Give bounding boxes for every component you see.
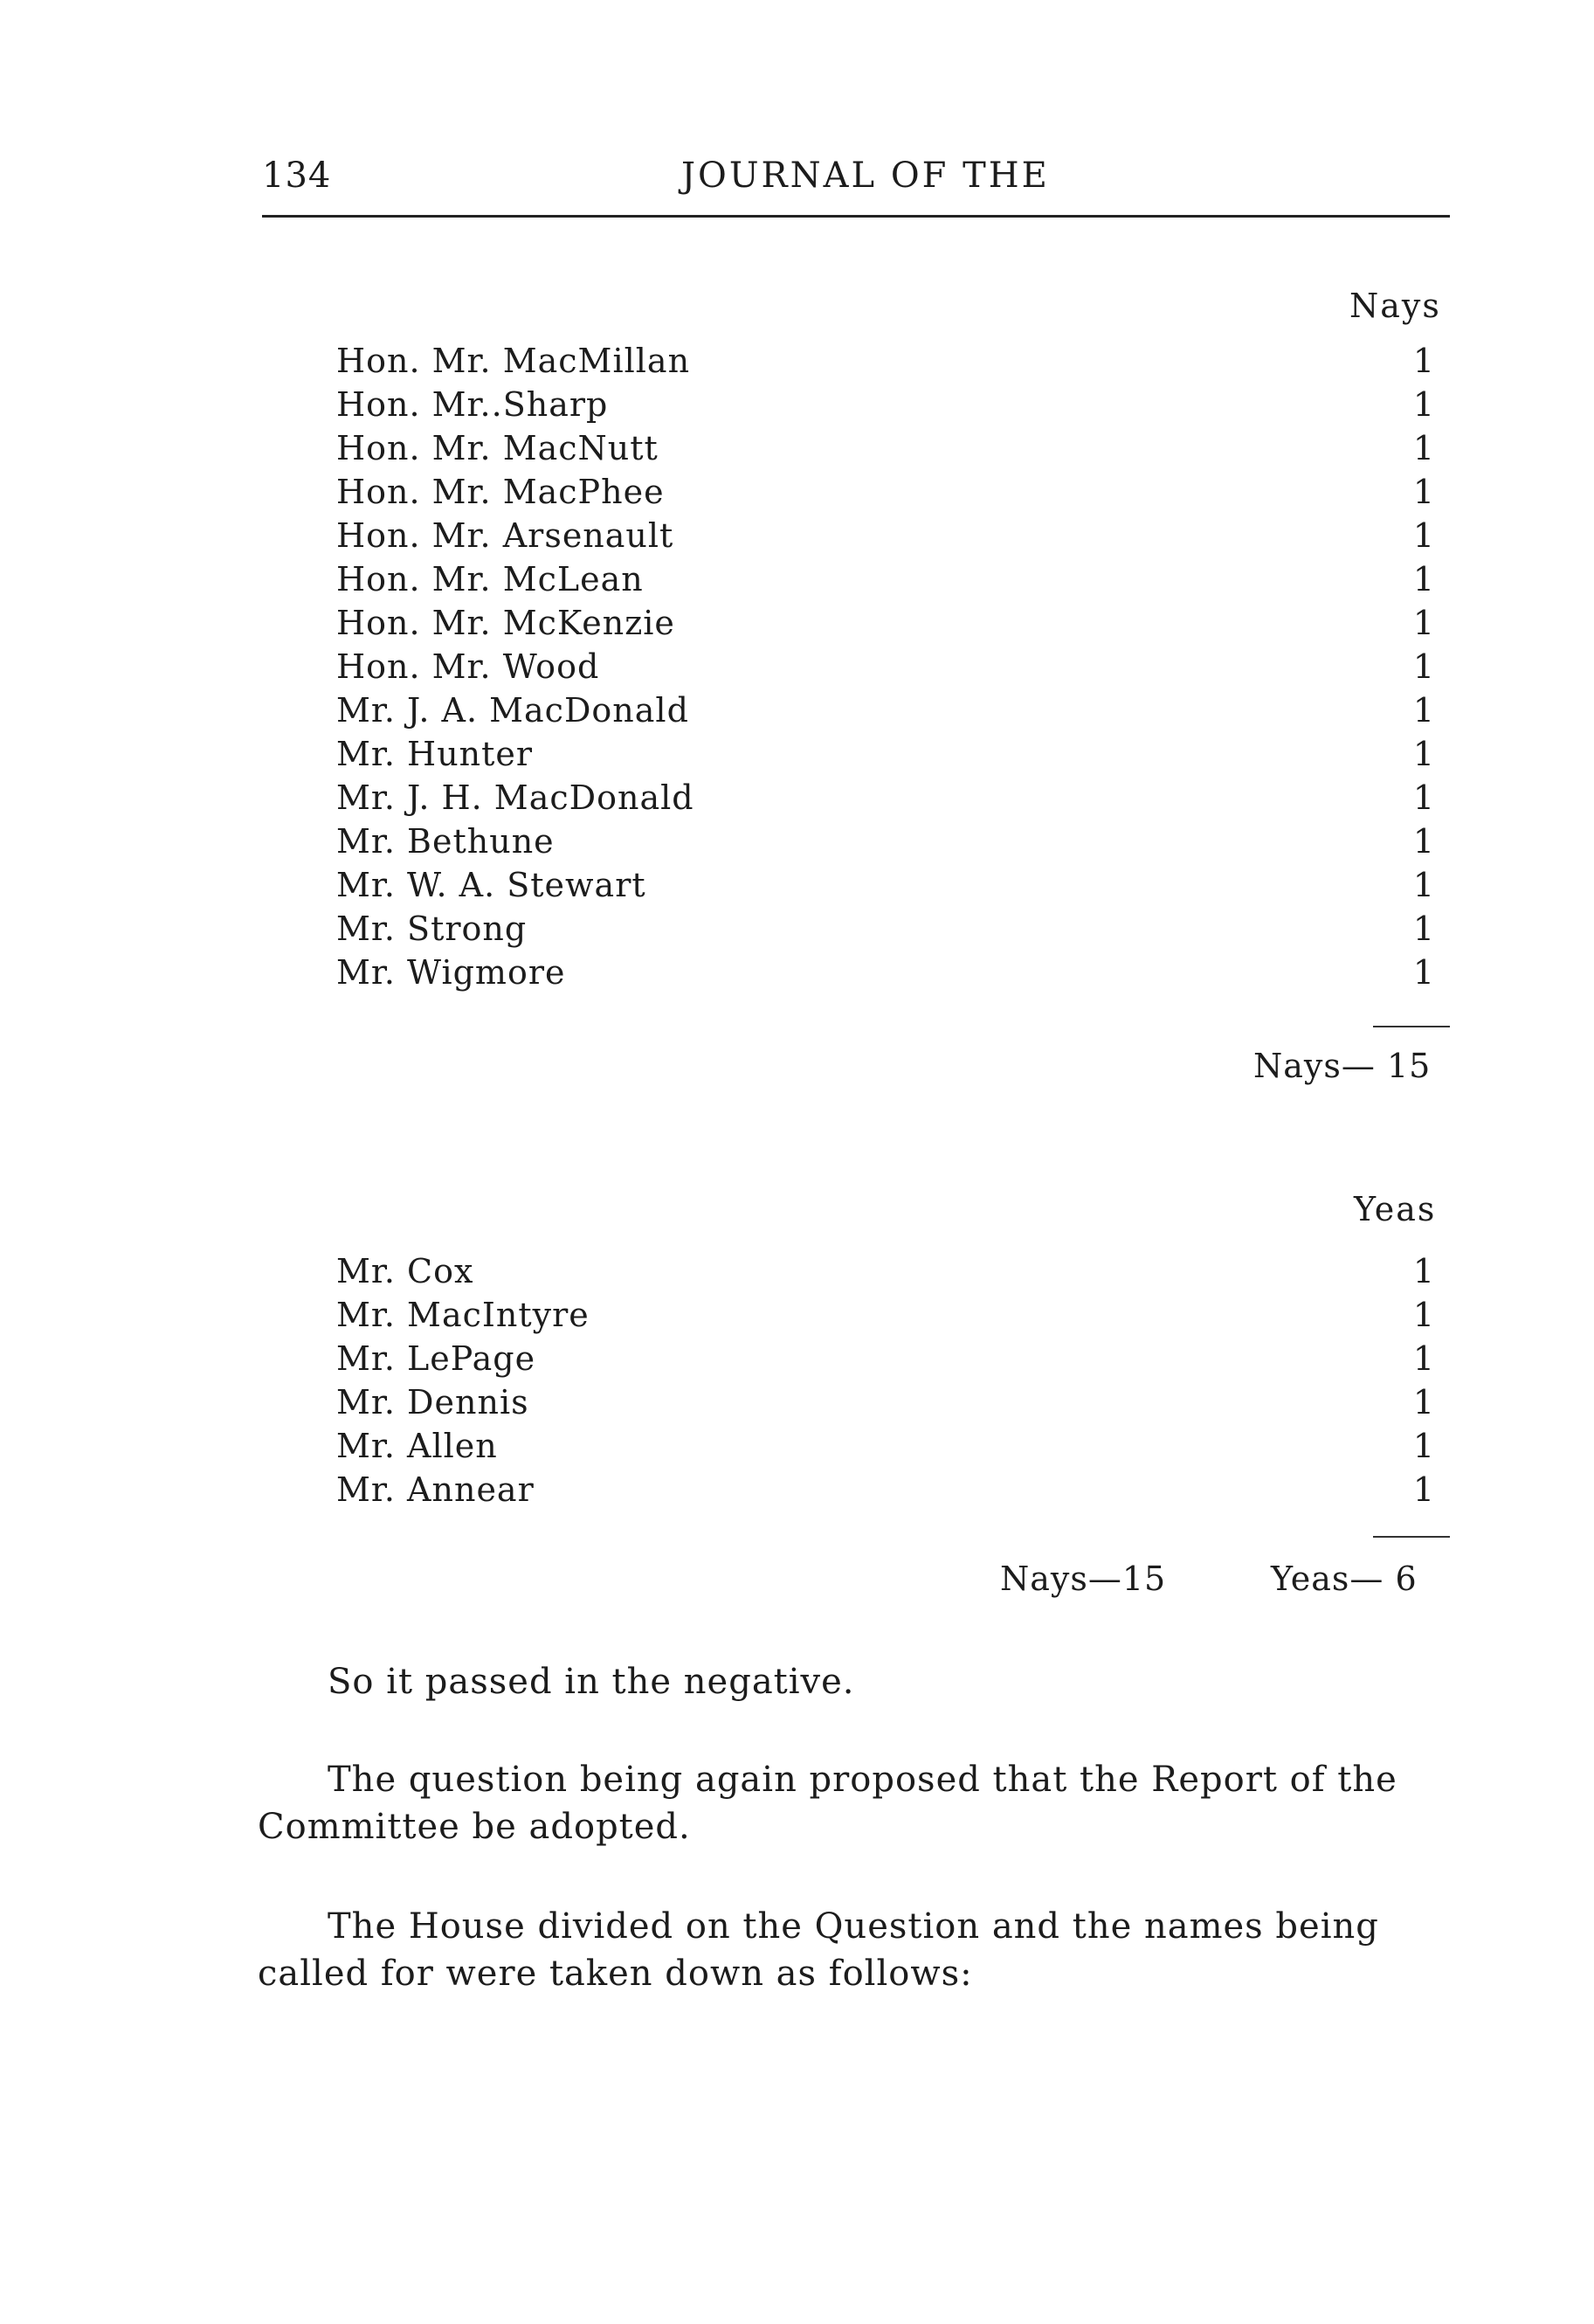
- vote-row: [336, 1380, 1437, 1424]
- vote-count: 1: [1412, 910, 1435, 948]
- vote-count: 1: [1412, 1252, 1435, 1290]
- vote-count: 1: [1412, 1296, 1435, 1334]
- member-name: Mr. Dennis: [336, 1383, 529, 1421]
- member-name: Hon. Mr. MacMillan: [336, 342, 691, 380]
- member-name: Hon. Mr. MacPhee: [336, 473, 665, 511]
- vote-row: [336, 1249, 1437, 1293]
- member-name: Hon. Mr..Sharp: [336, 385, 609, 424]
- vote-count: 1: [1412, 822, 1435, 861]
- member-name: Hon. Mr. MacNutt: [336, 429, 659, 467]
- member-name: Mr. J. A. MacDonald: [336, 691, 689, 730]
- vote-count: 1: [1412, 560, 1435, 598]
- member-name: Hon. Mr. McLean: [336, 560, 644, 598]
- member-name: Mr. Annear: [336, 1470, 535, 1509]
- member-name: Mr. Strong: [336, 910, 528, 948]
- vote-count: 1: [1412, 735, 1435, 773]
- member-name: Mr. Wigmore: [336, 953, 566, 992]
- vote-count: 1: [1412, 604, 1435, 642]
- nays-heading: Nays: [1349, 287, 1441, 325]
- yeas-heading: Yeas: [1354, 1190, 1437, 1228]
- member-name: Mr. W. A. Stewart: [336, 866, 646, 904]
- vote-count: 1: [1412, 429, 1435, 467]
- sum-rule: [1373, 1536, 1450, 1538]
- page-number: 134: [262, 156, 332, 196]
- member-name: Mr. LePage: [336, 1339, 536, 1378]
- vote-row: [336, 1293, 1437, 1337]
- yeas-total-summary: Yeas— 6: [1271, 1560, 1418, 1598]
- member-name: Hon. Mr. Wood: [336, 647, 600, 686]
- vote-count: 1: [1412, 778, 1435, 817]
- member-name: Mr. Hunter: [336, 735, 534, 773]
- result-paragraph: So it passed in the negative.: [328, 1662, 855, 1702]
- vote-count: 1: [1412, 866, 1435, 904]
- member-name: Mr. Allen: [336, 1427, 498, 1465]
- vote-count: 1: [1412, 1470, 1435, 1509]
- vote-count: 1: [1412, 691, 1435, 730]
- vote-count: 1: [1412, 1427, 1435, 1465]
- member-name: Mr. J. H. MacDonald: [336, 778, 694, 817]
- vote-count: 1: [1412, 1339, 1435, 1378]
- division-paragraph: The House divided on the Question and the names being called for were taken down as follows:: [258, 1906, 1379, 1994]
- vote-count: 1: [1412, 647, 1435, 686]
- vote-count: 1: [1412, 516, 1435, 555]
- member-name: Mr. MacIntyre: [336, 1296, 590, 1334]
- vote-count: 1: [1412, 342, 1435, 380]
- vote-count: 1: [1412, 385, 1435, 424]
- running-head: JOURNAL OF THE: [681, 156, 1050, 196]
- vote-count: 1: [1412, 953, 1435, 992]
- member-name: Mr. Cox: [336, 1252, 474, 1290]
- nays-total: Nays— 15: [1253, 1047, 1432, 1085]
- vote-row: [336, 1468, 1437, 1511]
- vote-count: 1: [1412, 1383, 1435, 1421]
- nays-total-summary: Nays—15: [1000, 1560, 1167, 1598]
- vote-row: [336, 1424, 1437, 1468]
- vote-row: [336, 1337, 1437, 1380]
- question-paragraph: The question being again proposed that the Report of the Committee be adopted.: [258, 1760, 1397, 1847]
- member-name: Mr. Bethune: [336, 822, 555, 861]
- vote-count: 1: [1412, 473, 1435, 511]
- member-name: Hon. Mr. McKenzie: [336, 604, 675, 642]
- member-name: Hon. Mr. Arsenault: [336, 516, 674, 555]
